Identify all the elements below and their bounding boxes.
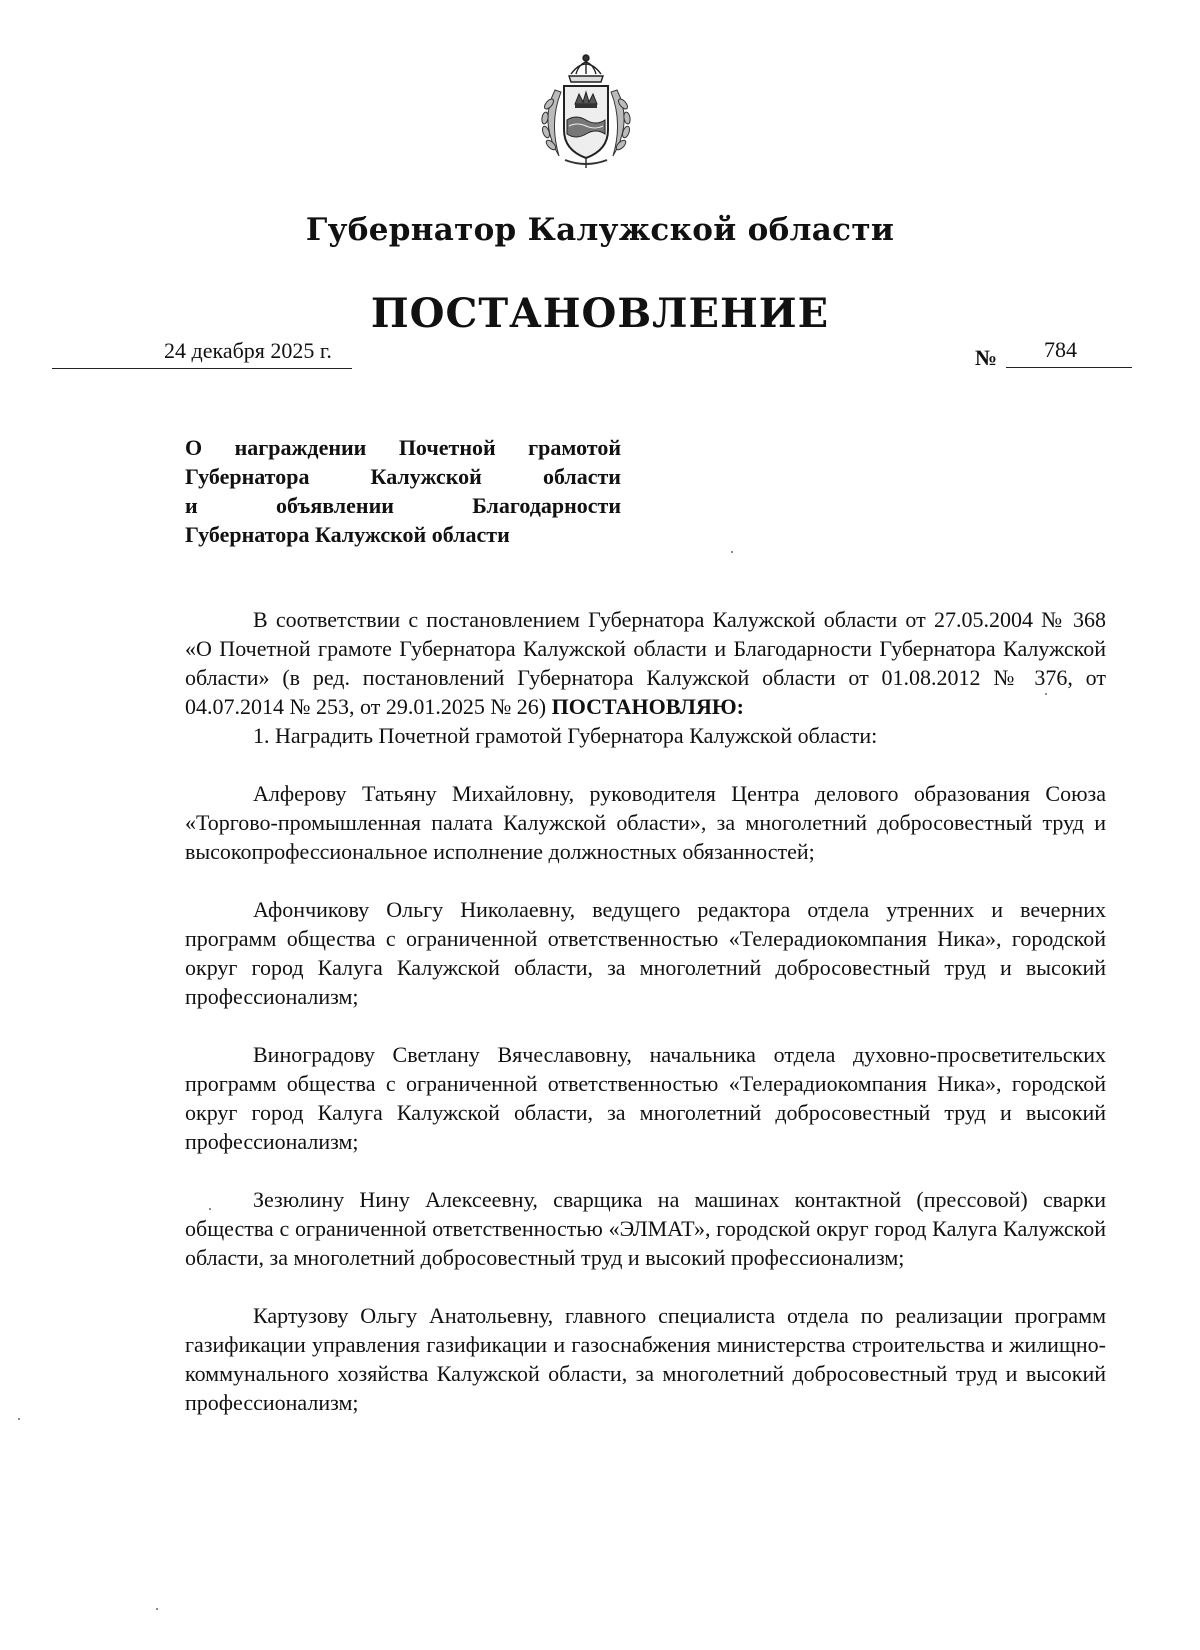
document-type-title: ПОСТАНОВЛЕНИЕ xyxy=(370,290,830,337)
number-label: № xyxy=(975,345,998,370)
document-number: 784 xyxy=(1044,337,1077,362)
subject-line: Губернатора Калужской области xyxy=(185,464,621,489)
scan-speck xyxy=(209,1208,211,1210)
document-date: 24 декабря 2025 г. xyxy=(164,338,332,363)
issuing-authority: Губернатор Калужской области xyxy=(305,212,895,248)
awardee-paragraph: Алферову Татьяну Михайловну, руководителя Центра делового образования Союза «Торгово-промышленная палата Калужской области», за многолетний добросовестный труд и высокопрофессиональное исполнение должностных обязанностей; xyxy=(185,781,1106,864)
preamble-paragraph xyxy=(185,605,1106,721)
date-field xyxy=(52,338,352,369)
subject-line: и объявлении Благодарности xyxy=(185,493,621,518)
document-body xyxy=(185,605,1106,1417)
scan-speck xyxy=(18,1418,20,1420)
scan-speck xyxy=(156,1608,158,1610)
document-subject xyxy=(185,433,621,549)
number-field xyxy=(1006,335,1132,368)
awardee-paragraph: Картузову Ольгу Анатольевну, главного специалиста отдела по реализации программ газификации управления газификации и газоснабжения министерства строительства и жилищно-коммунального хозяйства Калужской области, за многолетний добросовестный труд и высокий профессионализм; xyxy=(185,1303,1106,1415)
awardee-paragraph: Виноградову Светлану Вячеславовну, начальника отдела духовно-просветительских программ общества с ограниченной ответственностью «Телерадиокомпания Ника», городской округ город Калуга Калужской области, за многолетний добросовестный труд и высокий профессионализм; xyxy=(185,1042,1106,1154)
preamble-text: В соответствии с постановлением Губернатора Калужской области от 27.05.2004 № 368 «О Почетной грамоте Губернатора Калужской области и Благодарности Губернатора Калужской области» (в ред. постановлений Губернатора Калужской области от 01.08.2012 № 376, от 04.07.2014 № 253, от 29.01.2025 № 26) xyxy=(185,607,1106,719)
coat-of-arms-icon xyxy=(531,52,641,170)
awardee-paragraph: Зезюлину Нину Алексеевну, сварщика на машинах контактной (прессовой) сварки общества с ограниченной ответственностью «ЭЛМАТ», городской округ город Калуга Калужской области, за многолетний добросовестный труд и высокий профессионализм; xyxy=(185,1187,1106,1270)
ruling-word: ПОСТАНОВЛЯЮ: xyxy=(551,694,744,719)
awardee-paragraph: Афончикову Ольгу Николаевну, ведущего редактора отдела утренних и вечерних программ общества с ограниченной ответственностью «Телерадиокомпания Ника», городской округ город Калуга Калужской области, за многолетний добросовестный труд и высокий профессионализм; xyxy=(185,897,1106,1009)
scan-speck xyxy=(1045,693,1047,695)
clause-1: 1. Наградить Почетной грамотой Губернатора Калужской области: xyxy=(253,723,878,748)
scan-speck xyxy=(731,551,733,553)
subject-line: О награждении Почетной грамотой xyxy=(185,435,621,460)
subject-line: Губернатора Калужской области xyxy=(185,522,510,547)
